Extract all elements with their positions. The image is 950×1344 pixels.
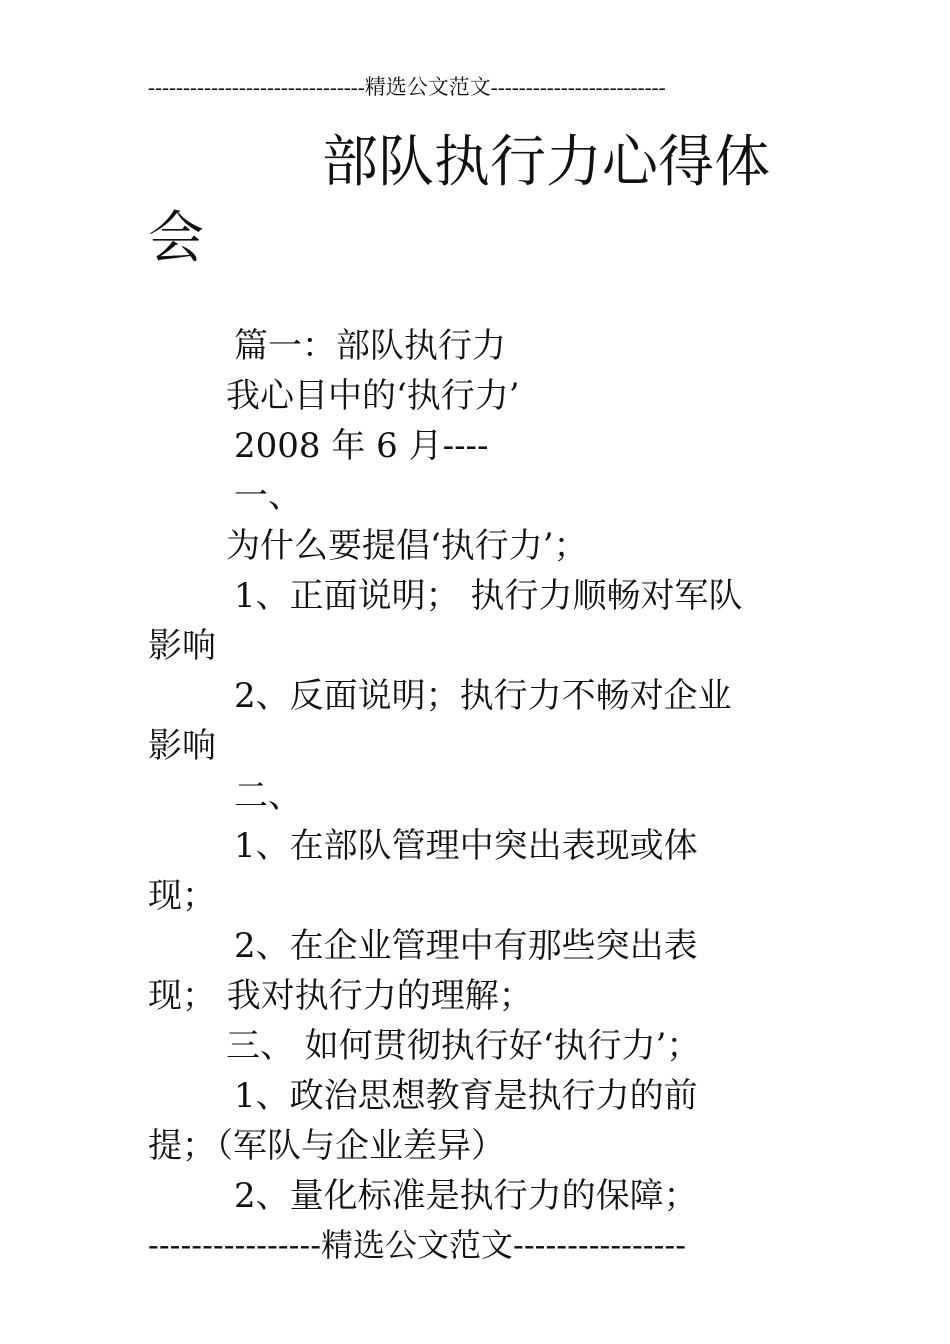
- list-item-continuation: 现； 我对执行力的理解；: [148, 976, 533, 1016]
- list-item: 1、正面说明； 执行力顺畅对军队: [234, 576, 743, 616]
- body-line: 我心目中的‘执行力’: [226, 376, 520, 416]
- list-item: 2、量化标准是执行力的保障；: [234, 1176, 698, 1216]
- date-line: 2008 年 6 月----: [234, 426, 489, 466]
- page-header: -------------------------------精选公文范文-------------------------: [148, 75, 666, 99]
- list-item-continuation: 影响: [148, 626, 216, 666]
- list-item-continuation: 提；（军队与企业差异）: [148, 1126, 505, 1166]
- list-item-continuation: 现；: [148, 876, 216, 916]
- page-footer: ----------------精选公文范文----------------: [148, 1226, 687, 1264]
- list-item: 1、政治思想教育是执行力的前: [234, 1076, 698, 1116]
- section-heading: 篇一：部队执行力: [234, 326, 506, 366]
- list-item-continuation: 影响: [148, 726, 216, 766]
- outline-heading: 一、: [234, 476, 302, 516]
- outline-heading: 三、 如何贯彻执行好‘执行力’；: [226, 1026, 701, 1066]
- body-line: 为什么要提倡‘执行力’；: [226, 526, 588, 566]
- list-item: 1、在部队管理中突出表现或体: [234, 826, 698, 866]
- outline-heading: 二、: [234, 776, 302, 816]
- list-item: 2、反面说明；执行力不畅对企业: [234, 676, 732, 716]
- document-title: 部队执行力心得体会: [148, 130, 770, 271]
- list-item: 2、在企业管理中有那些突出表: [234, 926, 698, 966]
